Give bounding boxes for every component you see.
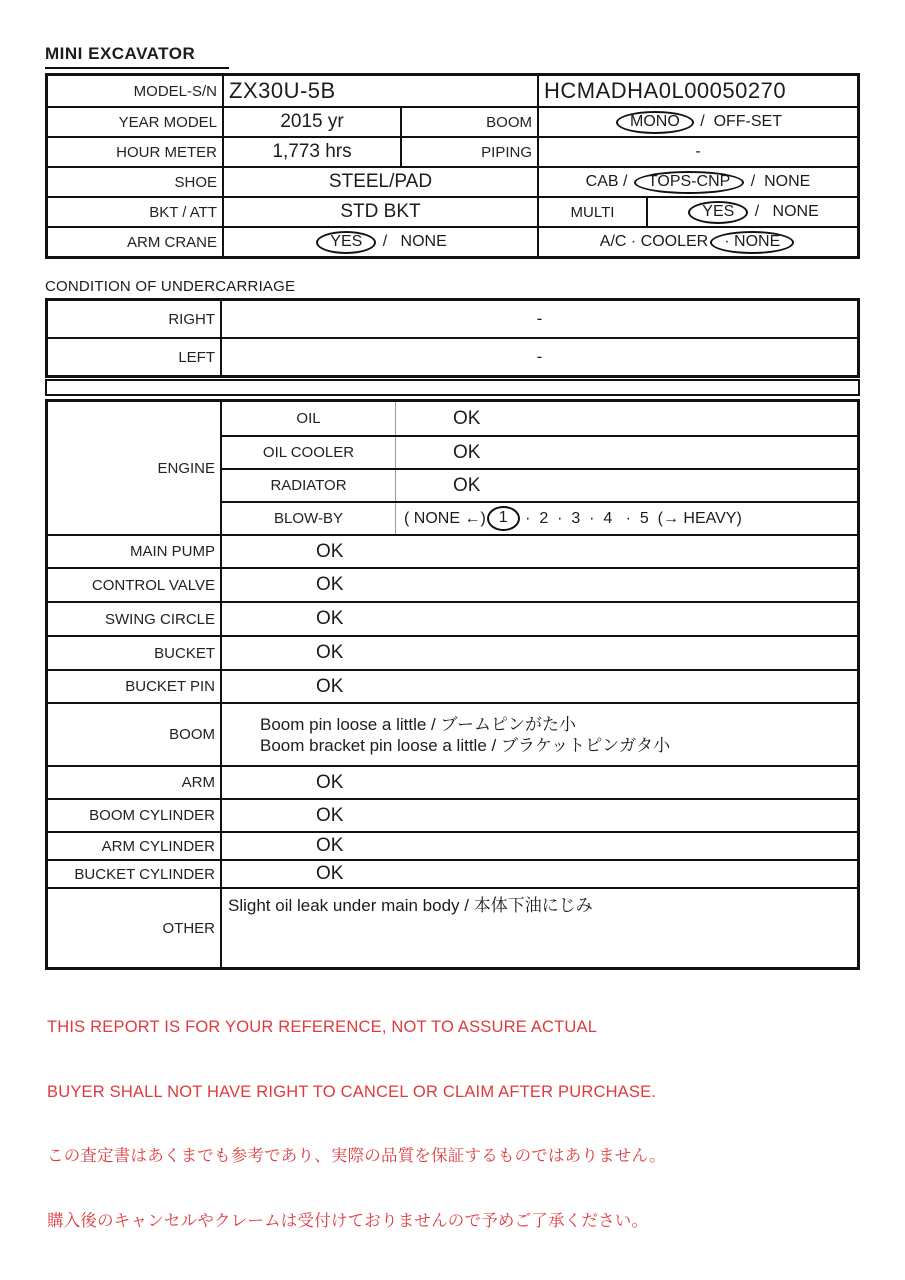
- multi-value: [648, 201, 857, 224]
- bucket-value: OK: [316, 642, 344, 663]
- engine-radiator-value: OK: [453, 474, 481, 496]
- disclaimer-line-2: BUYER SHALL NOT HAVE RIGHT TO CANCEL OR CLAIM AFTER PURCHASE.: [47, 1082, 657, 1101]
- shoe-label: SHOE: [48, 166, 222, 196]
- engine-blowby-value: [396, 503, 857, 534]
- bucket-label: BUCKET: [48, 637, 222, 669]
- boom-note: [222, 704, 857, 765]
- multi-suffix: / NONE: [750, 203, 819, 220]
- bkt-att-value: STD BKT: [222, 196, 537, 226]
- undercarriage-right-value: -: [536, 309, 543, 328]
- main-pump-label: MAIN PUMP: [48, 536, 222, 567]
- year-model-value: 2015 yr: [222, 106, 400, 136]
- serial-value: HCMADHA0L00050270: [537, 76, 857, 106]
- engine-block: [48, 402, 857, 534]
- boom-note-line1: Boom pin loose a little / ブームピンがた小: [260, 714, 576, 734]
- swing-circle-label: SWING CIRCLE: [48, 603, 222, 635]
- bucket-pin-value: OK: [316, 675, 344, 697]
- boom-note-line2: Boom bracket pin loose a little / ブラケットピンガタ小: [260, 735, 671, 755]
- disclaimer-line-1: THIS REPORT IS FOR YOUR REFERENCE, NOT TO ASSURE ACTUAL: [47, 1018, 598, 1036]
- table-row: [222, 501, 857, 534]
- arm-crane-suffix: / NONE: [378, 233, 447, 250]
- arm-crane-value: [222, 226, 537, 256]
- bucket-cylinder-label: BUCKET CYLINDER: [48, 861, 222, 887]
- undercarriage-left-value: -: [536, 347, 543, 366]
- piping-value: -: [537, 136, 857, 166]
- undercarriage-right-label: RIGHT: [48, 301, 222, 337]
- swing-circle-value: OK: [316, 608, 344, 629]
- blowby-prefix: ( NONE ←): [404, 509, 486, 527]
- engine-oil-cooler-label: OIL COOLER: [222, 437, 396, 468]
- control-valve-label: CONTROL VALVE: [48, 569, 222, 601]
- undercarriage-left-label: LEFT: [48, 339, 222, 375]
- boom-row-label: BOOM: [48, 704, 222, 765]
- year-model-label: YEAR MODEL: [48, 106, 222, 136]
- boom-cylinder-value: OK: [316, 804, 344, 826]
- table-row: [222, 468, 857, 501]
- table-row: [48, 534, 857, 567]
- main-pump-value: OK: [316, 540, 344, 562]
- ac-cooler-value: [537, 226, 857, 256]
- other-note: Slight oil leak under main body / 本体下油にじみ: [228, 896, 593, 915]
- boom-cylinder-label: BOOM CYLINDER: [48, 800, 222, 831]
- undercarriage-heading: CONDITION OF UNDERCARRIAGE: [45, 278, 296, 295]
- table-row: [48, 887, 857, 967]
- table-row: [48, 669, 857, 702]
- circle-mark-ac: · NONE: [710, 231, 794, 254]
- multi-label: MULTI: [539, 198, 648, 226]
- boom-spec-label: BOOM: [400, 106, 537, 136]
- table-row: [48, 601, 857, 635]
- disclaimer-text: [47, 974, 666, 1275]
- circle-mark-arm-crane: YES: [316, 231, 376, 254]
- empty-spacer-row: [45, 379, 860, 396]
- circle-mark-cab: TOPS-CNP: [634, 171, 744, 194]
- circle-mark-blowby: 1: [487, 506, 520, 531]
- bucket-cylinder-value: OK: [316, 863, 344, 884]
- arm-cylinder-label: ARM CYLINDER: [48, 833, 222, 859]
- table-row: [48, 567, 857, 601]
- boom-spec-value: [537, 106, 857, 136]
- spec-table: [45, 73, 860, 259]
- arm-crane-label: ARM CRANE: [48, 226, 222, 256]
- engine-label: ENGINE: [48, 402, 222, 534]
- engine-oil-value: OK: [453, 407, 481, 429]
- hour-meter-label: HOUR METER: [48, 136, 222, 166]
- other-row-label: OTHER: [48, 889, 222, 967]
- table-row: [48, 859, 857, 887]
- table-row: [48, 301, 857, 337]
- shoe-value: STEEL/PAD: [222, 166, 537, 196]
- ac-prefix: A/C · COOLER: [599, 233, 709, 250]
- table-row: [222, 435, 857, 468]
- engine-radiator-label: RADIATOR: [222, 470, 396, 501]
- inspection-table: [45, 399, 860, 970]
- table-row: [48, 635, 857, 669]
- cab-suffix: / NONE: [746, 173, 811, 190]
- table-row: [48, 765, 857, 798]
- disclaimer-line-3: この査定書はあくまでも参考であり、実際の品質を保証するものではありません。: [47, 1147, 666, 1165]
- disclaimer-line-4: 購入後のキャンセルやクレームは受付けておりませんので予めご了承ください。: [47, 1211, 649, 1230]
- engine-blowby-label: BLOW-BY: [222, 503, 396, 534]
- hour-meter-value: 1,773 hrs: [222, 136, 400, 166]
- bkt-att-label: BKT / ATT: [48, 196, 222, 226]
- cab-value: [537, 166, 857, 196]
- engine-oil-cooler-value: OK: [453, 441, 481, 463]
- circle-mark-multi: YES: [688, 201, 748, 224]
- control-valve-value: OK: [316, 574, 344, 595]
- arm-label: ARM: [48, 767, 222, 798]
- table-row: [222, 402, 857, 435]
- arm-value: OK: [316, 771, 344, 793]
- multi-cell: [537, 196, 857, 226]
- table-row: [48, 337, 857, 375]
- arm-cylinder-value: OK: [316, 835, 344, 856]
- engine-sub-rows: [222, 402, 857, 534]
- undercarriage-table: [45, 298, 860, 378]
- table-row: [48, 798, 857, 831]
- table-row: [48, 702, 857, 765]
- circle-mark-boom: MONO: [616, 111, 694, 134]
- bucket-pin-label: BUCKET PIN: [48, 671, 222, 702]
- piping-label: PIPING: [400, 136, 537, 166]
- cab-prefix: CAB /: [585, 173, 632, 190]
- blowby-scale: · 2 · 3 · 4 · 5 (→ HEAVY): [520, 509, 742, 527]
- table-row: [48, 831, 857, 859]
- boom-spec-rest: / OFF-SET: [695, 113, 782, 130]
- model-sn-label: MODEL-S/N: [133, 82, 217, 100]
- model-value: ZX30U-5B: [222, 76, 537, 106]
- page-title: MINI EXCAVATOR: [45, 44, 229, 69]
- engine-oil-label: OIL: [222, 402, 396, 435]
